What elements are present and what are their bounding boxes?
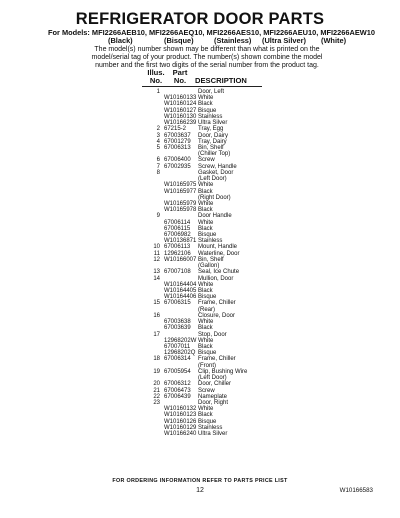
finish-bisque: (Bisque) <box>164 36 194 45</box>
part-number: 67006439 <box>164 393 191 400</box>
part-description: White <box>198 319 214 326</box>
parts-list-row <box>0 431 400 437</box>
illus-number: 4 <box>156 138 160 145</box>
part-number: 67006312 <box>164 381 191 388</box>
part-number: W10160124 <box>164 101 197 108</box>
part-number: 67006313 <box>164 144 191 151</box>
finish-stainless: (Stainless) <box>214 36 252 45</box>
part-description: Black <box>198 225 213 232</box>
part-description: Black <box>198 412 213 419</box>
illus-number: 10 <box>153 244 160 251</box>
part-description: White <box>198 337 214 344</box>
illus-number: 21 <box>153 387 160 394</box>
part-number: W10165978 <box>164 207 197 214</box>
part-description: Stainless <box>198 113 223 120</box>
part-number: 67006400 <box>164 157 191 164</box>
part-description: Screw <box>198 157 215 164</box>
illus-number: 6 <box>156 157 160 164</box>
part-description: Mullion, Door <box>198 275 234 282</box>
illus-number: 19 <box>153 368 160 375</box>
part-description: Black <box>198 101 213 108</box>
part-description: Bisque <box>198 350 217 357</box>
part-description: White <box>198 219 214 226</box>
part-description: Black <box>198 207 213 214</box>
models-line: For Models: MFI2266AEB10, MFI2266AEQ10, MFI2266AES10, MFI2266AEU10, MFI2266AEW10 <box>48 28 375 37</box>
part-number: W10160133 <box>164 95 197 102</box>
part-no-header: Part No. <box>172 68 188 86</box>
part-description: Door, Left <box>198 89 225 95</box>
document-number: W10166583 <box>339 487 373 494</box>
part-description: Clip, Bushing Wire <box>198 368 248 375</box>
part-description: Stainless <box>198 238 223 245</box>
part-number: 67006473 <box>164 387 191 394</box>
part-description: Black <box>198 188 213 195</box>
part-number: 12962106 <box>164 250 191 257</box>
part-number: 67215-2 <box>164 126 187 133</box>
header-rule <box>142 86 262 87</box>
part-description: Mount, Handle <box>198 244 238 251</box>
part-description: White <box>198 182 214 189</box>
part-number: W10136871 <box>164 238 197 245</box>
part-number: 67006315 <box>164 300 191 307</box>
part-description: Closure, Door <box>198 312 236 319</box>
part-description: Seal, Ice Chute <box>198 269 240 276</box>
illus-number: 1 <box>156 89 160 95</box>
part-description: Bin, Shelf <box>198 144 224 151</box>
part-description: (Front) <box>198 362 216 369</box>
part-description: Door Handle <box>198 213 232 220</box>
illus-no-header: Illus. No. <box>147 68 165 86</box>
illus-number: 2 <box>156 126 160 133</box>
part-description: Black <box>198 288 213 294</box>
part-description: White <box>198 406 214 413</box>
illus-number: 13 <box>153 269 160 276</box>
part-number: 67007011 <box>164 343 191 350</box>
part-description: Screw <box>198 387 215 394</box>
part-description: Bin, Shelf <box>198 256 224 263</box>
part-description: Nameplate <box>198 393 228 400</box>
part-number: W10165977 <box>164 188 197 195</box>
part-number: 67007108 <box>164 269 191 276</box>
part-description: Black <box>198 325 213 332</box>
illus-number: 17 <box>153 331 160 338</box>
part-description: Door, Dairy <box>198 132 229 139</box>
page-title: REFRIGERATOR DOOR PARTS <box>75 10 325 28</box>
part-number: W10160130 <box>164 113 197 120</box>
illus-number: 23 <box>153 399 160 406</box>
part-description: Screw, Handle <box>198 163 237 170</box>
illus-number: 12 <box>153 256 160 263</box>
illus-number: 9 <box>156 213 160 220</box>
part-description: (Right Door) <box>198 194 231 201</box>
illus-number: 16 <box>153 312 160 319</box>
part-number: 67006115 <box>164 225 191 232</box>
part-description: Tray, Dairy <box>198 138 227 145</box>
part-number: W10160132 <box>164 406 197 413</box>
part-description: (Rear) <box>198 306 216 313</box>
part-number: 67003638 <box>164 319 191 326</box>
part-number: 67006114 <box>164 219 191 226</box>
illus-number: 20 <box>153 381 160 388</box>
part-number: W10166007 <box>164 256 197 263</box>
part-number: W10160126 <box>164 418 197 425</box>
description-header: DESCRIPTION <box>195 76 247 86</box>
part-number: 67005954 <box>164 368 191 375</box>
part-number: 67003639 <box>164 325 191 332</box>
part-description: Bisque <box>198 232 217 239</box>
part-number: W10166240 <box>164 431 197 438</box>
part-description: Bisque <box>198 107 217 114</box>
part-number: W10160129 <box>164 424 197 431</box>
part-description: Tray, Egg <box>198 126 224 133</box>
part-number: 67002935 <box>164 163 191 170</box>
part-number: 67006314 <box>164 356 191 363</box>
part-description: (Left Door) <box>198 375 227 382</box>
part-description: (Chiller Top) <box>198 151 231 158</box>
part-description: White <box>198 95 214 102</box>
part-description: Stop, Door <box>198 331 227 338</box>
illus-number: 7 <box>156 163 160 170</box>
finish-black: (Black) <box>108 36 133 45</box>
part-number: 12968202Q <box>164 350 196 357</box>
part-description: Stainless <box>198 424 223 431</box>
illus-number: 3 <box>156 132 160 139</box>
part-number: W10164405 <box>164 288 197 294</box>
illus-number: 22 <box>153 393 160 400</box>
finish-white: (White) <box>321 36 347 45</box>
finish-ultra-silver: (Ultra Silver) <box>262 36 306 45</box>
part-description: Ultra Silver <box>198 120 228 127</box>
part-number: W10160127 <box>164 107 197 114</box>
ordering-note: FOR ORDERING INFORMATION REFER TO PARTS PRICE LIST <box>112 478 288 484</box>
part-description: Ultra Silver <box>198 431 228 438</box>
illus-number: 14 <box>153 275 160 282</box>
parts-list <box>0 89 400 437</box>
part-number: 67001279 <box>164 138 191 145</box>
page-number: 12 <box>196 487 204 494</box>
part-number: W10165979 <box>164 200 197 207</box>
part-number: 67006982 <box>164 232 191 239</box>
part-number: 67003637 <box>164 132 191 139</box>
part-number: W10166239 <box>164 120 197 127</box>
part-description: Door, Chiller <box>198 381 232 388</box>
illus-number: 18 <box>153 356 160 363</box>
part-description: White <box>198 200 214 207</box>
illus-number: 8 <box>156 169 160 176</box>
part-description: Bisque <box>198 418 217 425</box>
part-number: 12968202W <box>164 337 197 344</box>
part-description: (Gallon) <box>198 263 220 270</box>
part-number: W10165975 <box>164 182 197 189</box>
illus-number: 11 <box>153 250 160 257</box>
illus-number: 5 <box>156 144 160 151</box>
part-number: 67006113 <box>164 244 191 251</box>
part-description: Black <box>198 343 213 350</box>
part-description: Frame, Chiller <box>198 356 236 363</box>
part-number: W10164404 <box>164 281 197 288</box>
part-description: Bisque <box>198 294 217 301</box>
part-description: (Left Door) <box>198 176 227 183</box>
part-description: White <box>198 281 214 288</box>
part-description: Door, Right <box>198 399 229 406</box>
part-number: W10160123 <box>164 412 197 419</box>
model-note: The model(s) number shown may be different than what is printed on the model/serial tag of your product. The number(s) shown combine the model number and the first two digits of the serial number from the product tag. <box>91 46 323 70</box>
part-description: Frame, Chiller <box>198 300 236 307</box>
illus-number: 15 <box>153 300 160 307</box>
part-number: W10164406 <box>164 294 197 301</box>
part-description: Gasket, Door <box>198 169 234 176</box>
part-description: Waterline, Door <box>198 250 240 257</box>
